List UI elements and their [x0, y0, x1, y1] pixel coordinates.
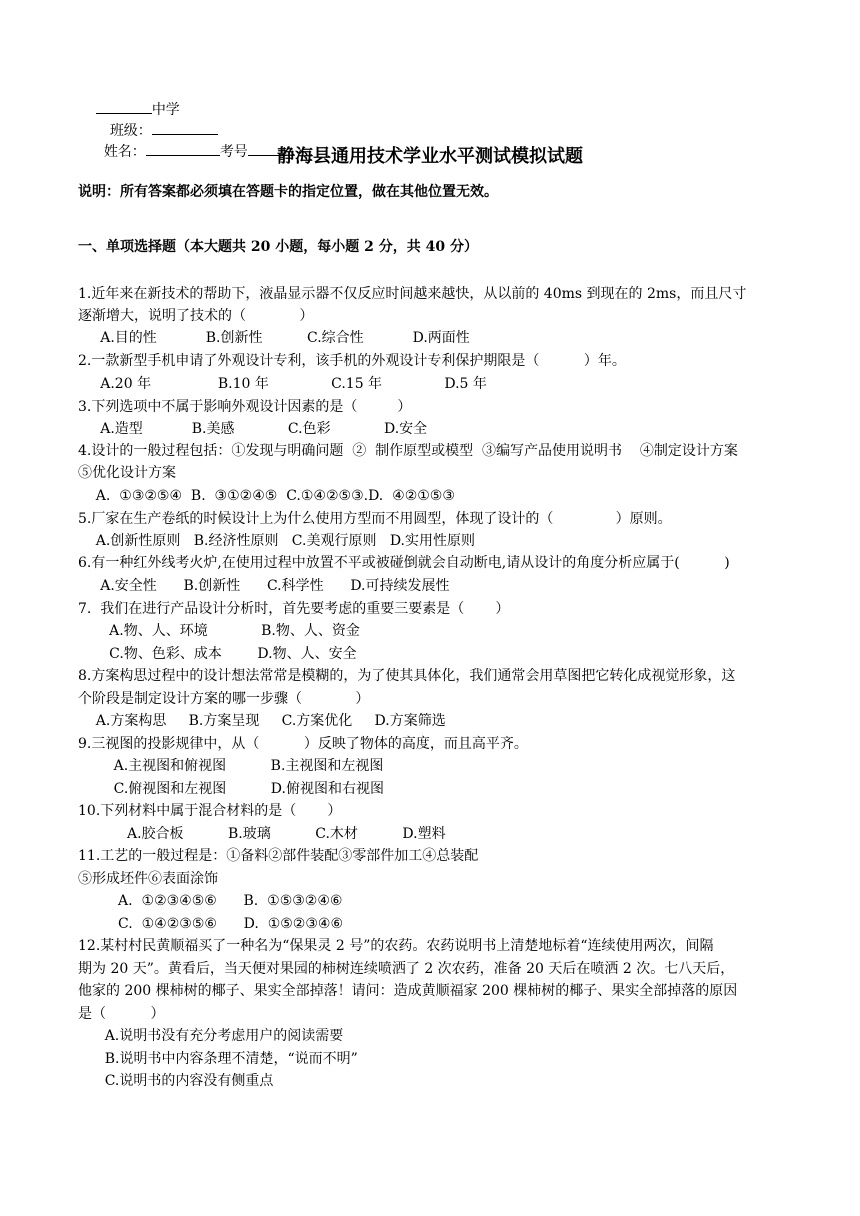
question-line: 是（ ）: [78, 1006, 165, 1022]
option-line: A.物、人、环境 B.物、人、资金: [78, 623, 360, 639]
question-line: 个阶段是制定设计方案的哪一步骤（ ）: [78, 691, 370, 707]
question-line: 期为 20 天”。黄看后，当天便对果园的柿树连续喷洒了 2 次农药，准备 20 天后在喷洒 2 次。七八天后，: [78, 961, 735, 977]
question-line: ⑤形成坯件⑥表面涂饰: [78, 871, 218, 887]
school-blank[interactable]: [96, 99, 152, 114]
question-line: 10.下列材料中属于混合材料的是（ ）: [78, 803, 342, 819]
option-line: C.俯视图和左视图 D.俯视图和右视图: [78, 781, 384, 797]
option-line: B.说明书中内容条理不清楚，“说而不明”: [78, 1051, 358, 1067]
option-line: A.创新性原则 B.经济性原则 C.美观行原则 D.实用性原则: [78, 533, 475, 549]
question-line: 2.一款新型手机申请了外观设计专利，该手机的外观设计专利保护期限是（ ）年。: [78, 353, 626, 369]
instructions: 说明：所有答案都必须填在答题卡的指定位置，做在其他位置无效。: [78, 184, 498, 200]
option-line: A.造型 B.美感 C.色彩 D.安全: [78, 421, 428, 437]
question-line: 6.有一种红外线考火炉,在使用过程中放置不平或被碰倒就会自动断电,请从设计的角度分析应属于( ): [78, 555, 730, 571]
page-title: 静海县通用技术学业水平测试模拟试题: [277, 146, 583, 167]
question-line: 他家的 200 棵柿树的椰子、果实全部掉落！请问：造成黄顺福家 200 棵柿树的椰子、果实全部掉落的原因: [78, 983, 738, 999]
school-label: 中学: [151, 102, 180, 118]
option-line: C. ①④②③⑤⑥ D. ①⑤②③④⑥: [78, 916, 344, 932]
option-line: C.物、色彩、成本 D.物、人、安全: [78, 646, 357, 662]
option-line: A. ①③②⑤④ B. ③①②④⑤ C.①④②⑤③.D. ④②①⑤③: [78, 488, 455, 504]
section-heading: 一、单项选择题（本大题共 20 小题，每小题 2 分，共 40 分）: [78, 239, 478, 255]
question-line: 9.三视图的投影规律中，从（ ）反映了物体的高度，而且高平齐。: [78, 736, 528, 752]
class-blank[interactable]: [152, 120, 218, 135]
class-label: 班级：: [109, 123, 152, 139]
question-line: 逐渐增大，说明了技术的（ ）: [78, 308, 314, 324]
question-line: 7. 我们在进行产品设计分析时，首先要考虑的重要三要素是（ ）: [78, 601, 510, 617]
option-line: A.胶合板 B.玻璃 C.木材 D.塑料: [78, 826, 446, 842]
option-line: A.目的性 B.创新性 C.综合性 D.两面性: [78, 330, 470, 346]
question-line: 11.工艺的一般过程是：①备料②部件装配③零部件加工④总装配: [78, 848, 479, 864]
question-line: 8.方案构思过程中的设计想法常常是模糊的，为了使其具体化，我们通常会用草图把它转化成视觉形象，这: [78, 668, 736, 684]
option-line: A. ①②③④⑤⑥ B. ①⑤③②④⑥: [78, 893, 343, 909]
question-line: 4.设计的一般过程包括：①发现与明确问题 ② 制作原型或模型 ③编写产品使用说明书 ④制定设计方案: [78, 443, 738, 459]
option-line: A.安全性 B.创新性 C.科学性 D.可持续发展性: [78, 578, 450, 594]
name-label: 姓名：: [103, 144, 146, 160]
option-line: A.方案构思 B.方案呈现 C.方案优化 D.方案筛选: [78, 713, 446, 729]
question-line: 3.下列选项中不属于影响外观设计因素的是（ ）: [78, 399, 412, 415]
question-line: 1.近年来在新技术的帮助下，液晶显示器不仅反应时间越来越快，从以前的 40ms 到现在的 2ms，而且尺寸: [78, 286, 747, 302]
option-line: A.主视图和俯视图 B.主视图和左视图: [78, 758, 384, 774]
question-line: 12.某村村民黄顺福买了一种名为“保果灵 2 号”的农药。农药说明书上清楚地标着“连续使用两次，间隔: [78, 938, 714, 954]
option-line: C.说明书的内容没有侧重点: [78, 1073, 274, 1089]
option-line: A.说明书没有充分考虑用户的阅读需要: [78, 1028, 344, 1044]
option-line: A.20 年 B.10 年 C.15 年 D.5 年: [78, 376, 487, 392]
question-line: ⑤优化设计方案: [78, 465, 176, 481]
id-label: 考号: [219, 144, 248, 160]
question-line: 5.厂家在生产卷纸的时候设计上为什么使用方型而不用圆型，体现了设计的（ ）原则。: [78, 511, 672, 527]
